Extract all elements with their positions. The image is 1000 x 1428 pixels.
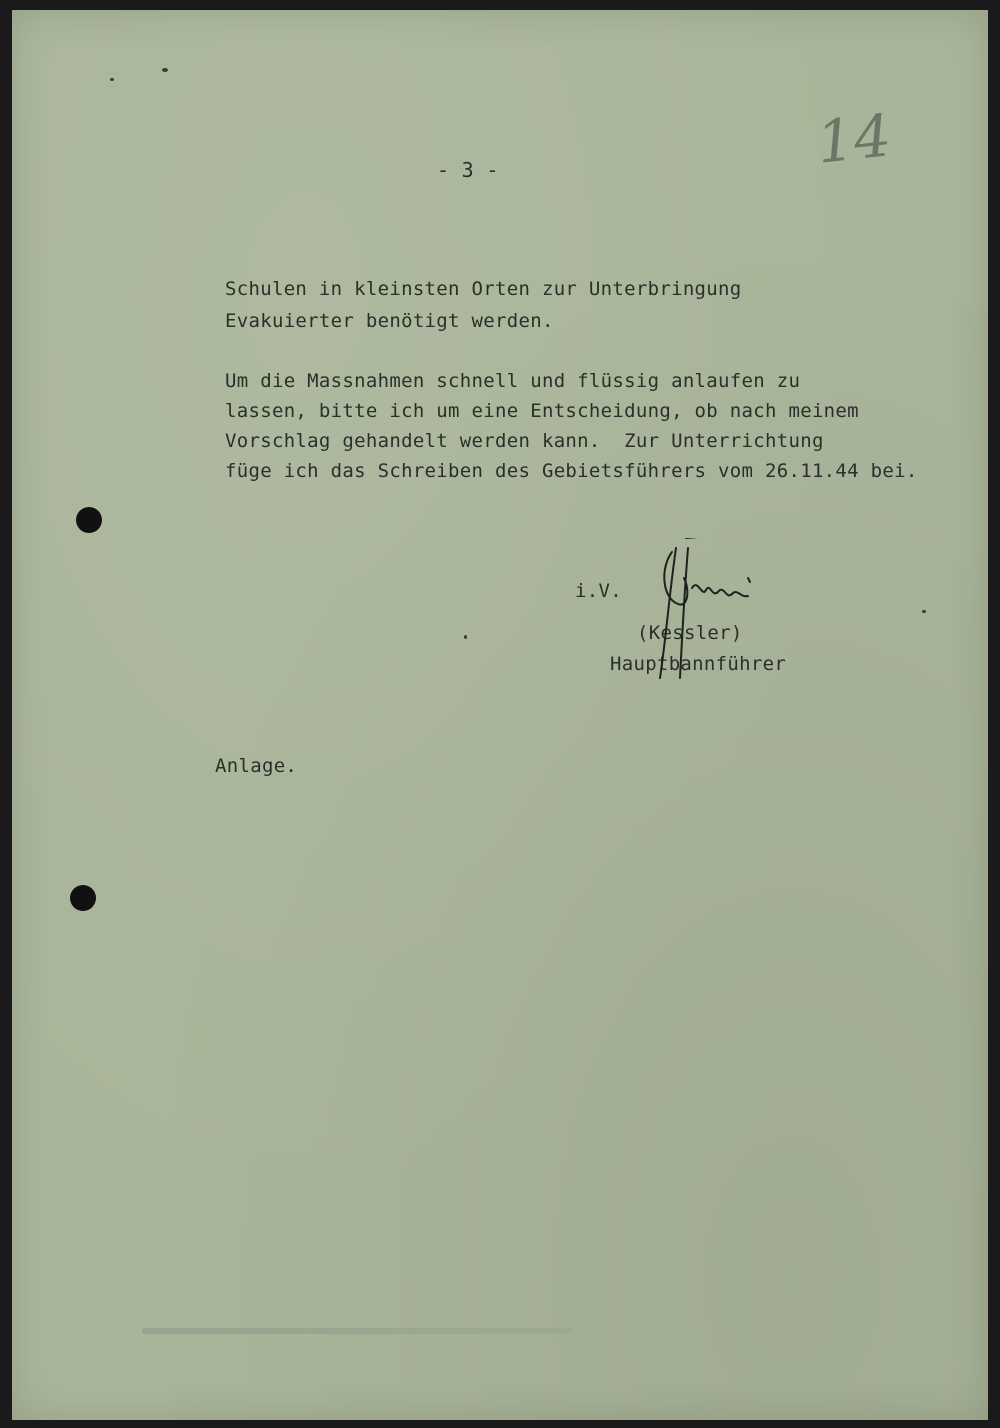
punch-hole-icon (70, 885, 96, 911)
ink-speck (110, 78, 114, 81)
paragraph-line: lassen, bitte ich um eine Entscheidung, ob nach meinem (225, 400, 859, 422)
signatory-rank: Hauptbannführer (610, 653, 787, 675)
punch-hole-icon (76, 507, 102, 533)
enclosure-note: Anlage. (215, 755, 298, 777)
ink-speck (922, 610, 926, 613)
folio-number: 14 (813, 101, 895, 177)
paragraph-line: füge ich das Schreiben des Gebietsführers vom 26.11.44 bei. (225, 460, 918, 482)
handwritten-signature-icon (640, 538, 780, 688)
ink-speck (464, 635, 467, 639)
page-number: - 3 - (437, 158, 499, 182)
ink-speck (162, 68, 168, 72)
faint-bleed-through (142, 1328, 572, 1334)
paragraph-line: Vorschlag gehandelt werden kann. Zur Unterrichtung (225, 430, 824, 452)
paragraph-line: Um die Massnahmen schnell und flüssig anlaufen zu (225, 370, 801, 392)
paragraph-line: Evakuierter benötigt werden. (225, 310, 554, 332)
document-page (12, 10, 988, 1420)
signature-prefix: i.V. (575, 580, 622, 602)
signatory-name: (Kessler) (637, 622, 743, 644)
paragraph-line: Schulen in kleinsten Orten zur Unterbringung (225, 278, 742, 300)
